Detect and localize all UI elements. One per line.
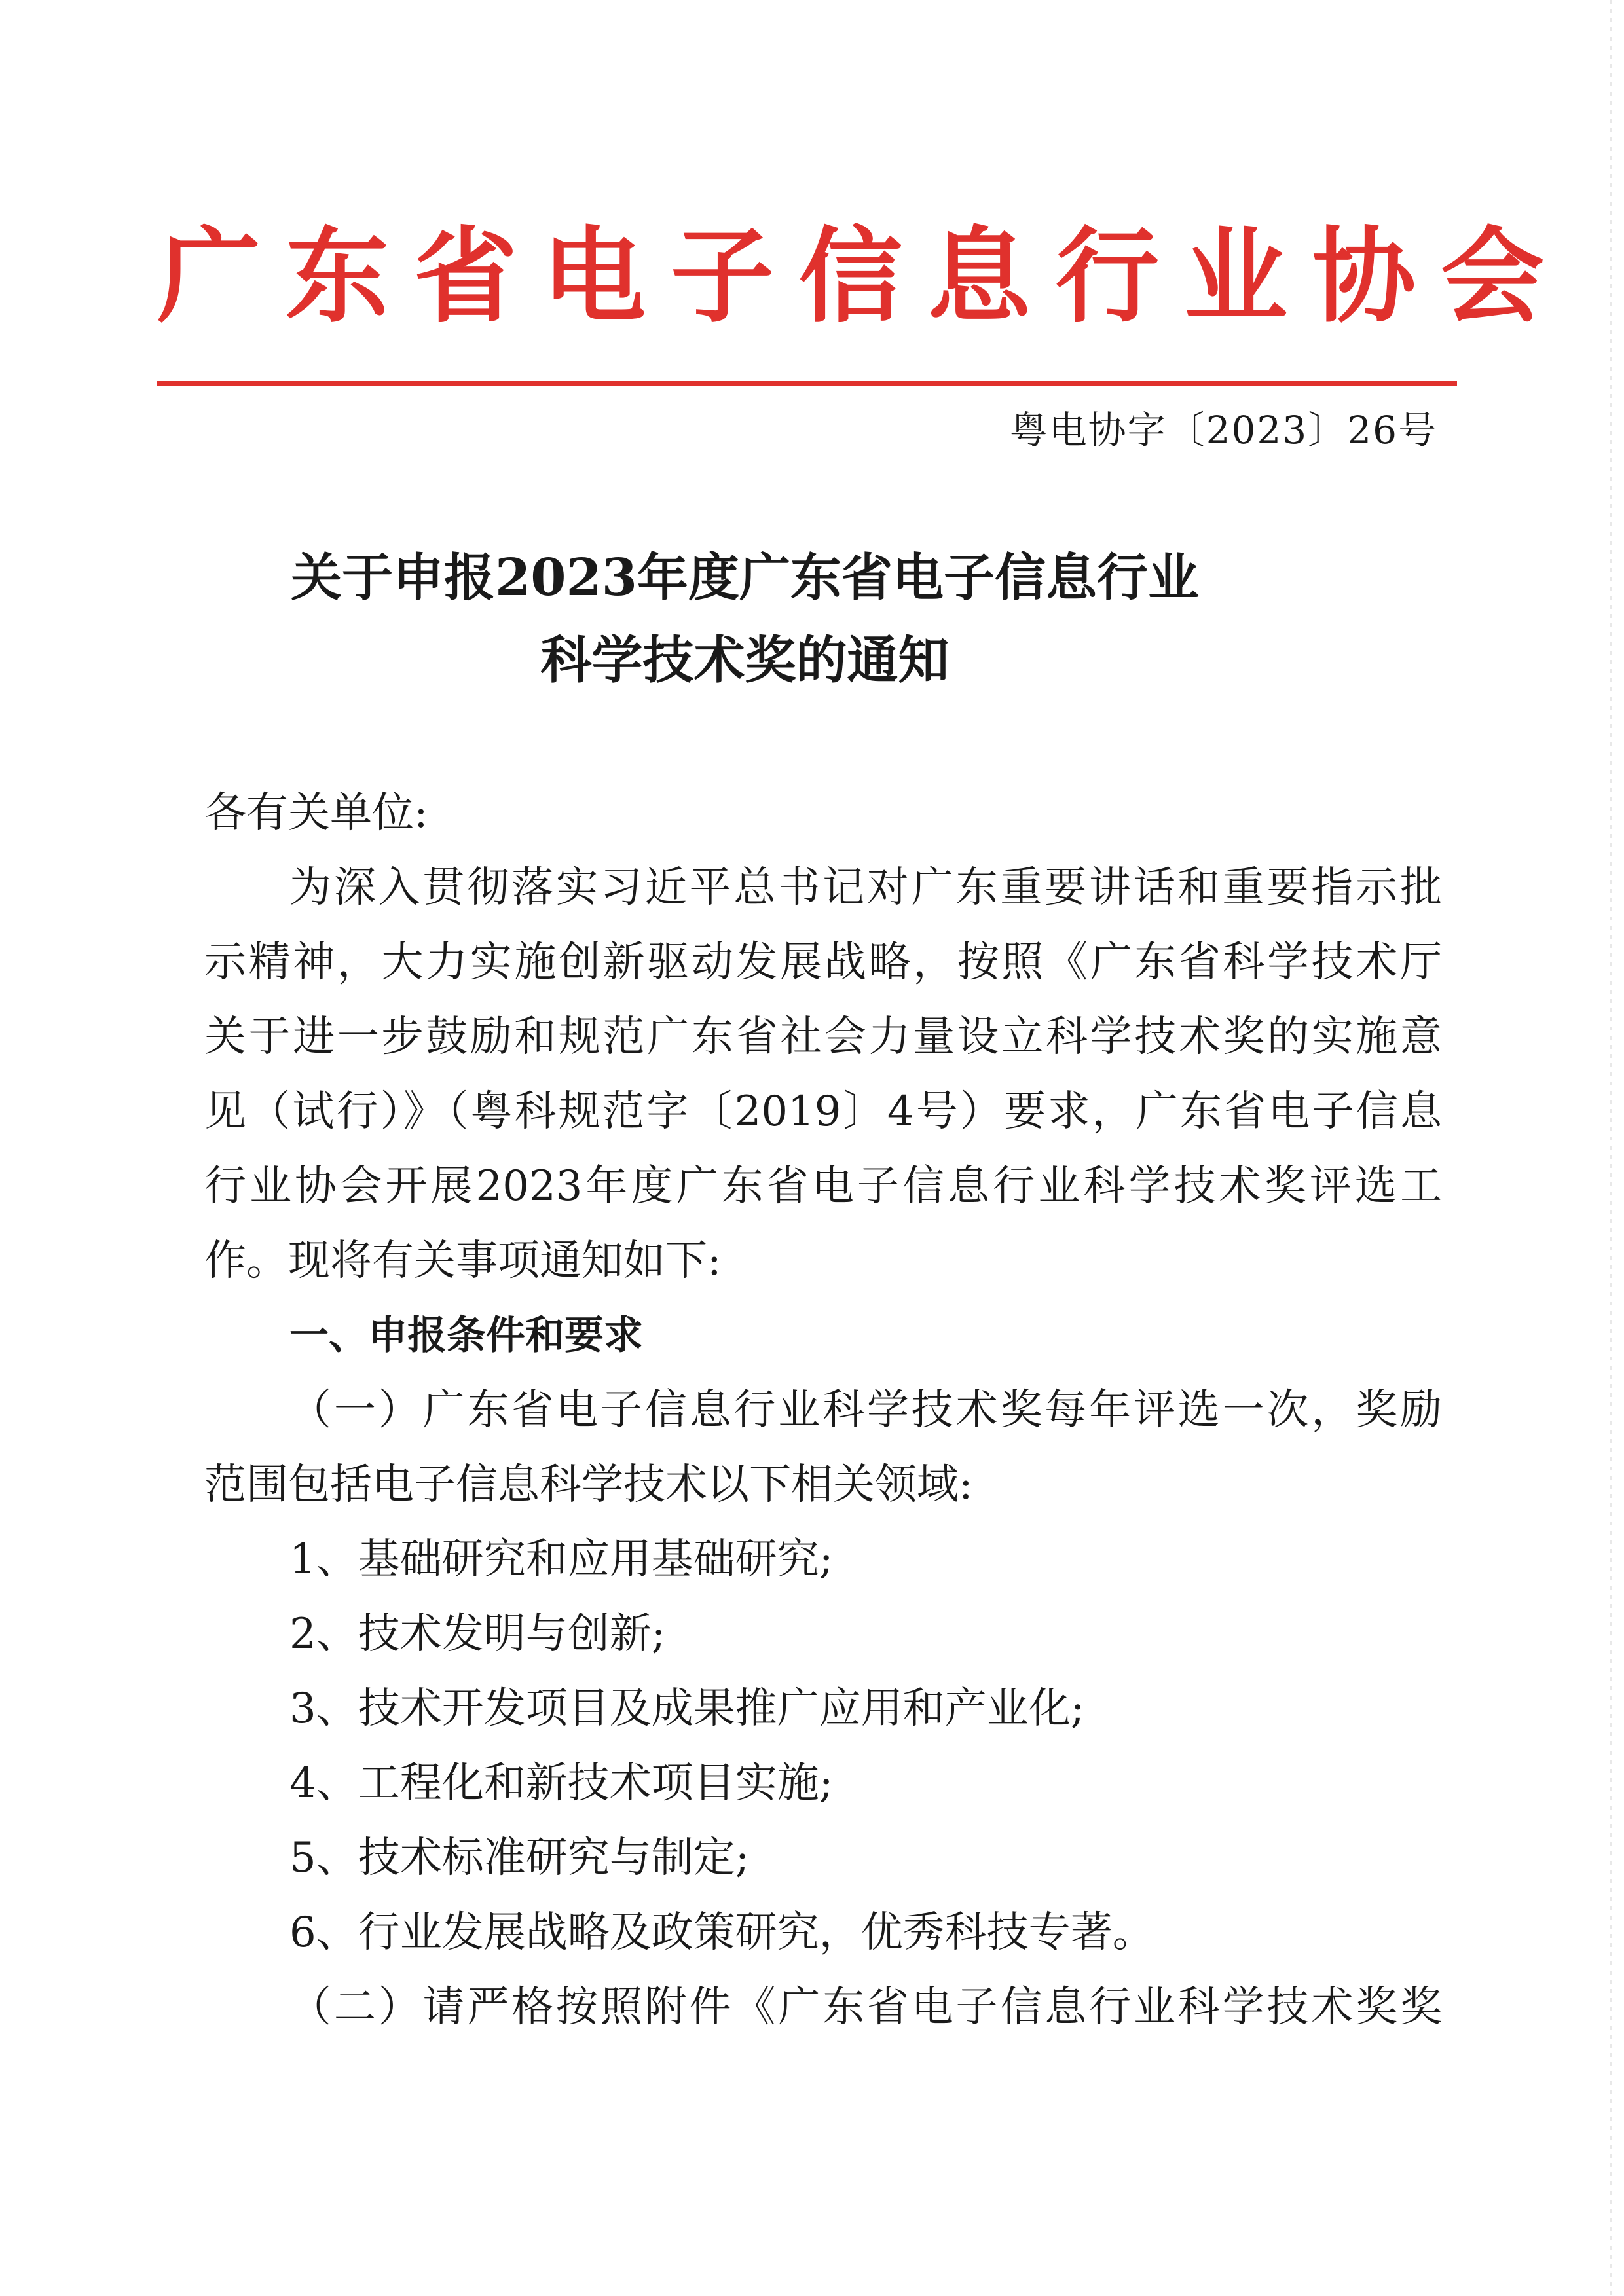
document-number: 粤电协字〔2023〕26号 bbox=[1009, 408, 1437, 452]
field-list-item: 5、技术标准研究与制定; bbox=[289, 1834, 750, 1882]
intro-line: 示精神，大力实施创新驱动发展战略，按照《广东省科学技术厅 bbox=[204, 938, 1442, 987]
intro-line: 见（试行）》（粤科规范字〔2019〕4号）要求，广东省电子信息 bbox=[204, 1087, 1442, 1136]
intro-line: 作。现将有关事项通知如下: bbox=[204, 1237, 722, 1285]
field-list-item: 6、行业发展战略及政策研究，优秀科技专著。 bbox=[289, 1908, 1154, 1957]
field-list-item: 2、技术发明与创新; bbox=[289, 1610, 666, 1658]
scan-edge-artifact bbox=[1610, 0, 1612, 2296]
intro-line: 行业协会开展2023年度广东省电子信息行业科学技术奖评选工 bbox=[204, 1162, 1442, 1211]
field-list-item: 4、工程化和新技术项目实施; bbox=[289, 1759, 834, 1808]
intro-line: 关于进一步鼓励和规范广东省社会力量设立科学技术奖的实施意 bbox=[204, 1013, 1442, 1061]
title-line-2: 科学技术奖的通知 bbox=[540, 630, 950, 690]
item-line: （二）请严格按照附件《广东省电子信息行业科学技术奖奖 bbox=[289, 1983, 1442, 2032]
letterhead-red-rule bbox=[157, 381, 1457, 386]
section-heading: 一、申报条件和要求 bbox=[289, 1313, 643, 1358]
document-body bbox=[204, 776, 1442, 2045]
intro-line: 为深入贯彻落实习近平总书记对广东重要讲话和重要指示批 bbox=[289, 864, 1442, 912]
item-line: 范围包括电子信息科学技术以下相关领域: bbox=[204, 1461, 973, 1509]
field-list-item: 3、技术开发项目及成果推广应用和产业化; bbox=[289, 1685, 1085, 1733]
letterhead-org-name: 广东省电子信息行业协会 bbox=[157, 217, 1569, 337]
document-title bbox=[157, 537, 1467, 702]
salutation: 各有关单位: bbox=[204, 789, 428, 837]
title-line-1: 关于申报2023年度广东省电子信息行业 bbox=[290, 548, 1200, 608]
field-list-item: 1、基础研究和应用基础研究; bbox=[289, 1535, 834, 1584]
item-line: （一）广东省电子信息行业科学技术奖每年评选一次，奖励 bbox=[289, 1386, 1442, 1434]
